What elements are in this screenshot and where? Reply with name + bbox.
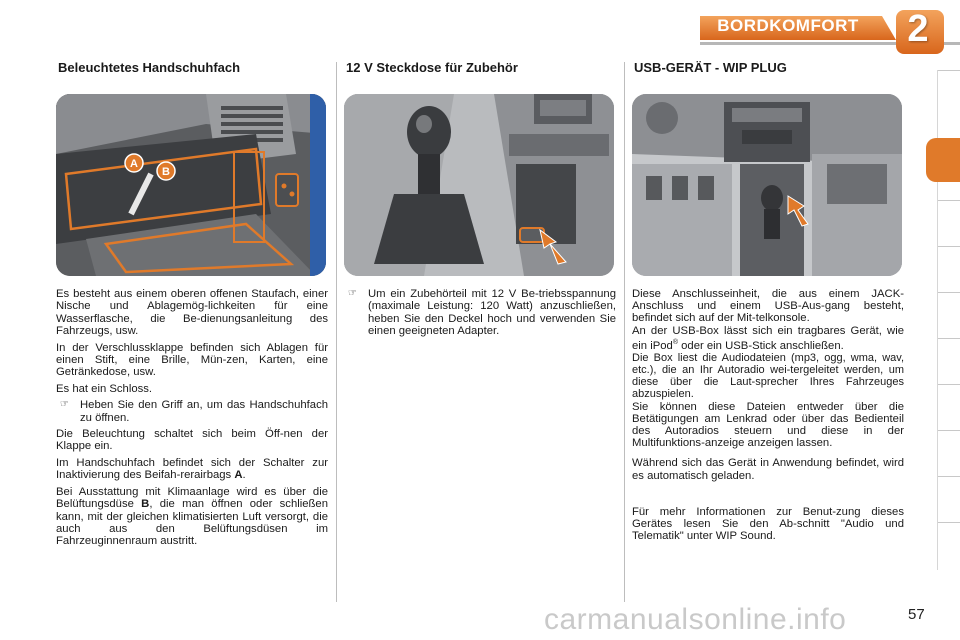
bullet-item [56, 399, 328, 424]
chapter-tab-10[interactable] [938, 522, 960, 567]
glovebox-text [56, 288, 328, 548]
watermark: carmanualsonline.info [544, 603, 847, 636]
vent-ref: B [141, 498, 150, 511]
socket-photo [344, 94, 614, 276]
airbag-ref: A [234, 469, 243, 482]
socket-text [344, 288, 616, 338]
callout-a-label: A [130, 158, 138, 170]
vent-text: , die man öffnen oder schließen kann, mit der gleichen klimatisierten Luft versorgt, die auch aus den Belüftungsdüsen im Fahrzeuginnenraum austritt. [56, 498, 328, 548]
callout-b-label: B [162, 166, 170, 178]
airbag-text: Im Handschuhfach befindet sich der Schalter zur Inaktivierung des Beifah-rerairbags [56, 456, 328, 482]
paragraph: Für mehr Informationen zur Benut-zung dieses Gerätes lesen Sie den Ab-schnitt "Audio und Telematik" unter WIP Sound. [632, 505, 904, 543]
paragraph: Die Beleuchtung schaltet sich beim Öff-nen der Klappe ein. [56, 428, 328, 453]
vent-text: Bei Ausstattung mit Klimaanlage wird es über die Belüftungsdüse [56, 485, 328, 511]
paragraph: In der Verschlussklappe befinden sich Ablagen für einen Stift, eine Brille, Mün-zen, Karten, eine Getränkedose, usw. [56, 341, 328, 379]
paragraph: Es hat ein Schloss. [56, 382, 153, 395]
paragraph-airbag [56, 457, 328, 482]
bullet-text: Um ein Zubehörteil mit 12 V Be-triebsspannung (maximale Leistung: 120 Watt) anzuschließen, heben Sie den Deckel hoch und verwenden Sie einen geeigneten Adapter. [368, 288, 616, 338]
chapter-tab-1[interactable] [938, 70, 960, 115]
usb-text [632, 288, 904, 542]
paragraph: Während sich das Gerät in Anwendung befindet, wird es automatisch geladen. [632, 457, 904, 482]
paragraph [632, 325, 904, 352]
ipod-text: An der USB-Box lässt sich ein tragbares Gerät, wie ein iPod [632, 324, 904, 352]
bullet-text: Heben Sie den Griff an, um das Handschuhfach zu öffnen. [80, 399, 328, 424]
airbag-end: . [242, 469, 246, 482]
section-heading: Beleuchtetes Handschuhfach [58, 60, 241, 75]
chapter-tab-2-active[interactable] [926, 138, 960, 182]
glovebox-photo [56, 94, 326, 276]
chapter-tab-3[interactable] [938, 200, 960, 245]
page-number: 57 [908, 606, 925, 623]
paragraph: Die Box liest die Audiodateien (mp3, ogg, wma, wav, etc.), die an Ihr Autoradio wei-tergeleitet werden, um diese über die Laut-sprecher Ihres Fahrzeuges abzuspielen. [632, 351, 904, 401]
chapter-tab-8[interactable] [938, 430, 960, 475]
chapter-title: BORDKOMFORT [717, 16, 859, 35]
chapter-tab-4[interactable] [938, 246, 960, 291]
paragraph-vent [56, 486, 328, 548]
section-usb [632, 60, 904, 542]
section-glovebox [56, 60, 328, 552]
section-heading: 12 V Steckdose für Zubehör [346, 60, 518, 75]
paragraph: Es besteht aus einem oberen offenen Staufach, einer Nische und Ablagemög-lichkeiten für eine Wasserflasche, die Be-dienungsanleitung des Fahrzeugs, usw. [56, 288, 328, 338]
chapter-tab-5[interactable] [938, 292, 960, 337]
paragraph: Diese Anschlusseinheit, die aus einem JACK-Anschluss und einem USB-Aus-gang besteht, befindet sich auf der Mit-telkonsole. [632, 288, 904, 325]
chapter-tabs [932, 70, 960, 580]
chapter-tab-9[interactable] [938, 476, 960, 521]
section-12v-socket [344, 60, 616, 342]
section-heading: USB-GERÄT - WIP PLUG [634, 60, 787, 75]
chapter-tab-6[interactable] [938, 338, 960, 383]
bullet-item [344, 288, 616, 338]
column-divider [624, 62, 625, 602]
chapter-number: 2 [907, 8, 929, 50]
ipod-text-end: oder ein USB-Stick anschließen. [678, 339, 844, 352]
paragraph: Sie können diese Dateien entweder über die Betätigungen am Lenkrad oder über das Bedienteil des Autoradios steuern und diese in der Multifunktions-anzeige anzeigen lassen. [632, 400, 904, 450]
chapter-tab-7[interactable] [938, 384, 960, 429]
column-divider [336, 62, 337, 602]
registered-mark: ® [672, 338, 678, 346]
pointing-hand-icon: ☞ [60, 399, 69, 411]
usb-photo [632, 94, 902, 276]
pointing-hand-icon: ☞ [348, 288, 357, 299]
